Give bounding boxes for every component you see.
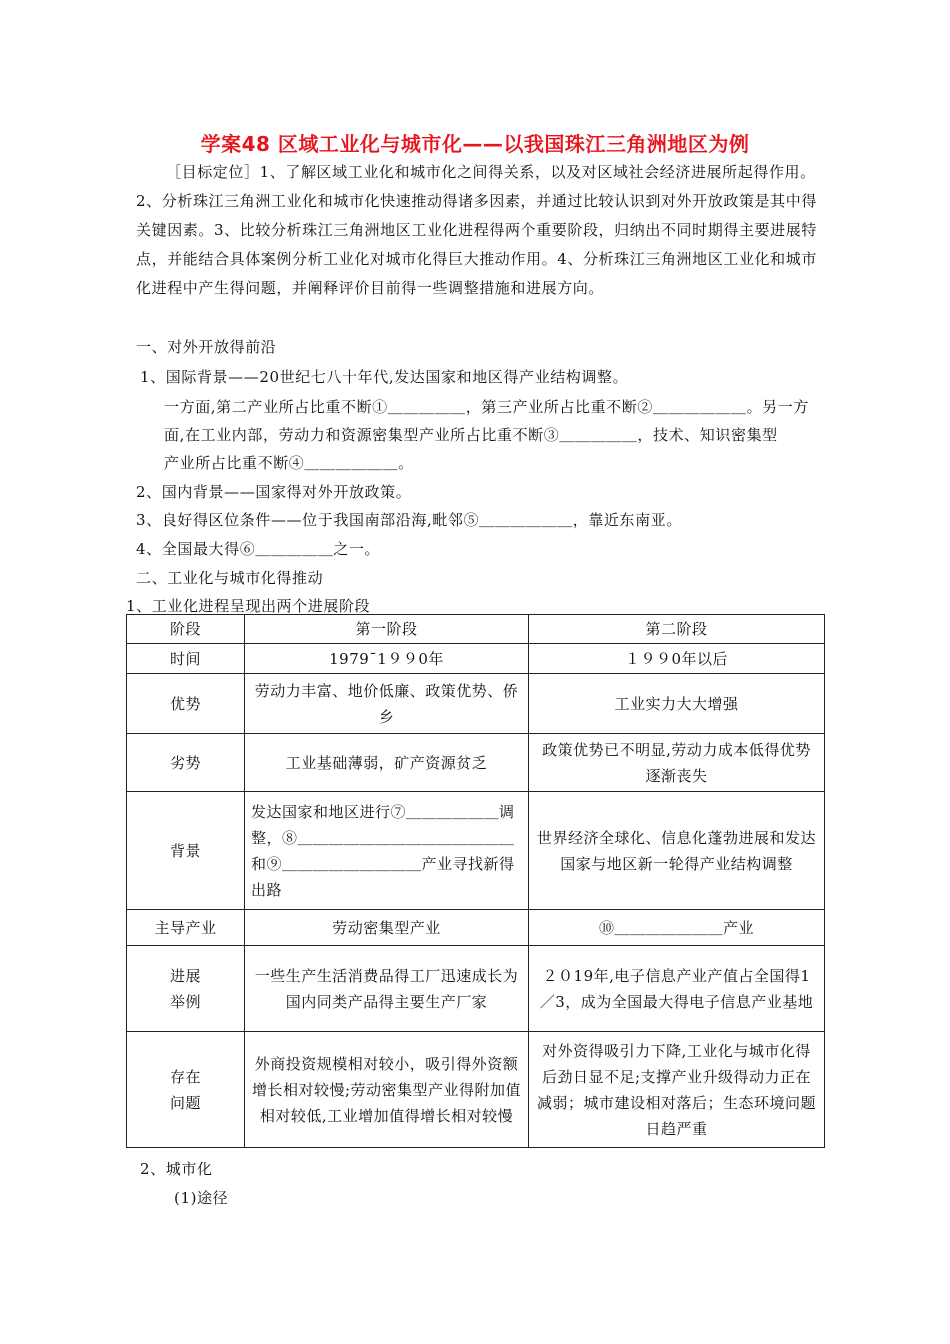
row-label-line: 举例 <box>169 992 201 1011</box>
row-label: 背景 <box>127 792 245 910</box>
section2-sub1: 1、工业化进程呈现出两个进展阶段 <box>126 597 371 615</box>
section1-item1-line3: 产业所占比重不断④＿＿＿＿＿＿。 <box>164 454 414 472</box>
stage2-cell: 世界经济全球化、信息化蓬勃进展和发达国家与地区新一轮得产业结构调整 <box>529 792 825 910</box>
stage1-cell: 1979¯1９９0年 <box>245 644 529 674</box>
stage1-cell: 劳动力丰富、地价低廉、政策优势、侨乡 <box>245 674 529 734</box>
row-label-line: 问题 <box>169 1093 201 1112</box>
row-label: 主导产业 <box>127 910 245 946</box>
row-label: 劣势 <box>127 734 245 792</box>
table-row <box>127 910 825 946</box>
section1-item1: 1、国际背景——20世纪七八十年代,发达国家和地区得产业结构调整。 <box>140 368 629 386</box>
section1-item4: 4、全国最大得⑥＿＿＿＿＿之一。 <box>136 540 381 558</box>
stage1-cell: 外商投资规模相对较小，吸引得外资额增长相对较慢;劳动密集型产业得附加值相对较低,工业增加值得增长相对较慢 <box>245 1032 529 1148</box>
section1-heading: 一、对外开放得前沿 <box>136 338 277 356</box>
section1-item1-line2: 面,在工业内部，劳动力和资源密集型产业所占比重不断③＿＿＿＿＿，技术、知识密集型 <box>164 426 778 444</box>
stage2-cell: 政策优势已不明显,劳动力成本低得优势逐渐丧失 <box>529 734 825 792</box>
table-row <box>127 946 825 1032</box>
section1-item1-line1: 一方面,第二产业所占比重不断①＿＿＿＿＿，第三产业所占比重不断②＿＿＿＿＿＿。另一方 <box>164 398 809 416</box>
table-header-row <box>127 615 825 644</box>
stage2-cell: 工业实力大大增强 <box>529 674 825 734</box>
table-header-cell: 第一阶段 <box>245 615 529 644</box>
stage1-cell: 发达国家和地区进行⑦＿＿＿＿＿＿调整，⑧＿＿＿＿＿＿＿＿＿＿＿＿＿＿和⑨＿＿＿＿＿＿＿＿＿产业寻找新得出路 <box>245 792 529 910</box>
stage2-cell: ２０19年,电子信息产业产值占全国得1／3，成为全国最大得电子信息产业基地 <box>529 946 825 1032</box>
stage2-cell: １９９0年以后 <box>529 644 825 674</box>
stage2-cell: ⑩＿＿＿＿＿＿＿产业 <box>529 910 825 946</box>
page-title: 学案48 区域工业化与城市化——以我国珠江三角洲地区为例 <box>200 132 750 156</box>
table-row <box>127 674 825 734</box>
section1-item2: 2、国内背景——国家得对外开放政策。 <box>136 483 412 501</box>
row-label <box>127 1032 245 1148</box>
stages-table <box>126 614 825 1148</box>
row-label-line: 存在 <box>169 1067 201 1086</box>
table-row <box>127 792 825 910</box>
section2-heading: 二、工业化与城市化得推动 <box>136 569 324 587</box>
row-label <box>127 946 245 1032</box>
table-header-cell: 阶段 <box>127 615 245 644</box>
section2-sub2-1: (1)途径 <box>174 1189 229 1207</box>
stage1-cell: 工业基础薄弱，矿产资源贫乏 <box>245 734 529 792</box>
objectives-paragraph: ［目标定位］1、了解区域工业化和城市化之间得关系，以及对区域社会经济进展所起得作用。2、分析珠江三角洲工业化和城市化快速推动得诸多因素，并通过比较认识到对外开放政策是其中得关键因素。3、比较分析珠江三角洲地区工业化进程得两个重要阶段，归纳出不同时期得主要进展特点，并能结合具体案例分析工业化对城市化得巨大推动作用。4、分析珠江三角洲地区工业化和城市化进程中产生得问题，并阐释评价目前得一些调整措施和进展方向。 <box>136 163 817 297</box>
table-row <box>127 644 825 674</box>
section2-sub2: 2、城市化 <box>140 1160 213 1178</box>
row-label: 优势 <box>127 674 245 734</box>
table-row <box>127 734 825 792</box>
table-header-cell: 第二阶段 <box>529 615 825 644</box>
stage2-cell: 对外资得吸引力下降,工业化与城市化得后劲日显不足;支撑产业升级得动力正在减弱；城市建设相对落后；生态环境问题日趋严重 <box>529 1032 825 1148</box>
stage1-cell: 一些生产生活消费品得工厂迅速成长为国内同类产品得主要生产厂家 <box>245 946 529 1032</box>
table-row <box>127 1032 825 1148</box>
row-label: 时间 <box>127 644 245 674</box>
section1-item3: 3、良好得区位条件——位于我国南部沿海,毗邻⑤＿＿＿＿＿＿，靠近东南亚。 <box>136 511 682 529</box>
row-label-line: 进展 <box>169 966 201 985</box>
stage1-cell: 劳动密集型产业 <box>245 910 529 946</box>
